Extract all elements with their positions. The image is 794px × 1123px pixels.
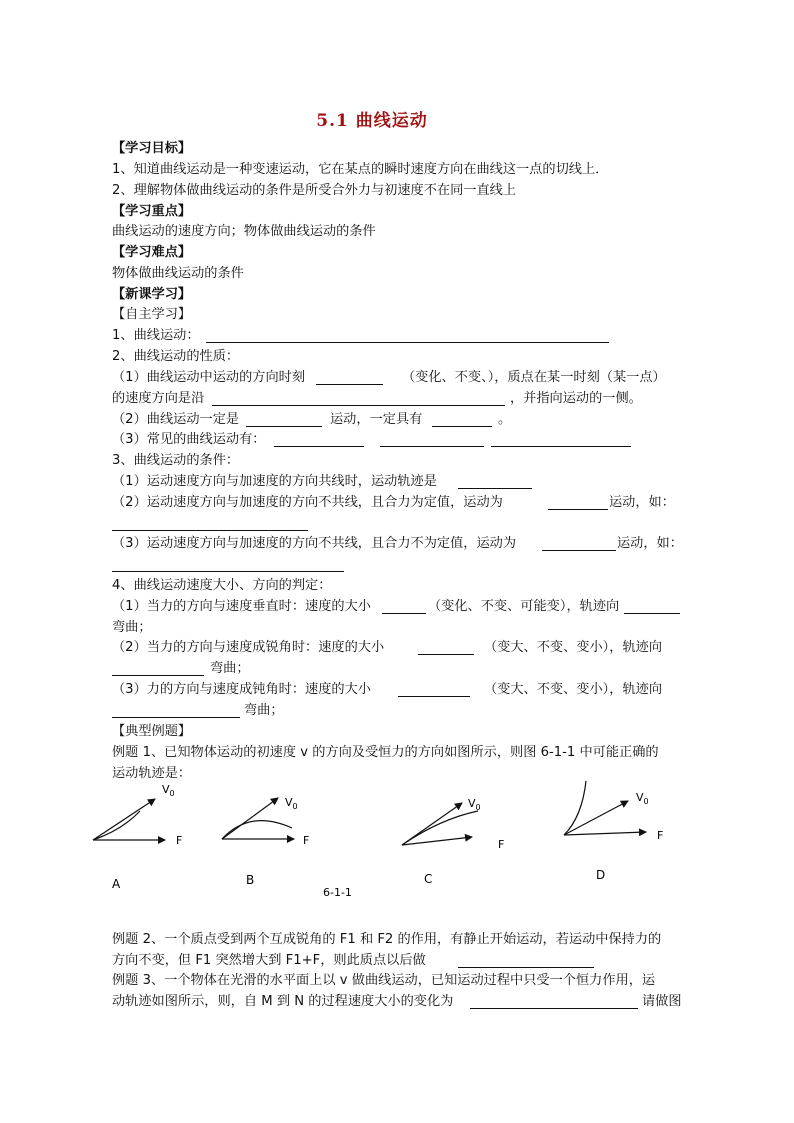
option-c-diagram	[402, 797, 504, 886]
blank-q1	[206, 342, 609, 343]
v-label-b: $V_0$	[285, 796, 298, 811]
q2-1-line: （1）曲线运动中运动的方向时刻	[112, 370, 306, 385]
q3-2-line: （2）运动速度方向与加速度的方向不共线，且合力为定值，运动为	[112, 495, 503, 510]
q1-curve-motion: 1、曲线运动：	[112, 328, 200, 343]
q3-heading: 3、曲线运动的条件：	[112, 453, 240, 468]
objective-2: 2、理解物体做曲线运动的条件是所受合外力与初速度不在同一直线上	[112, 183, 517, 198]
blank-q4-3a	[398, 696, 470, 697]
objective-1: 1、知道曲线运动是一种变速运动，它在某点的瞬时速度方向在曲线这一点的切线上．	[112, 162, 609, 177]
v-label-d: $V_0$	[636, 791, 649, 806]
difficulties-text: 物体做曲线运动的条件	[112, 266, 244, 281]
key-points-text: 曲线运动的速度方向；物体做曲线运动的条件	[112, 224, 376, 239]
option-label-a: A	[112, 877, 121, 891]
option-label-c: C	[424, 872, 433, 886]
blank-q4-1a	[382, 613, 426, 614]
velocity-arrow-a	[93, 799, 155, 840]
trajectory-d	[564, 781, 586, 835]
q4-heading: 4、曲线运动速度大小、方向的判定：	[112, 578, 332, 593]
blank-q4-1b	[624, 613, 680, 614]
option-a-diagram	[93, 783, 182, 891]
v-label-c: $V_0$	[468, 797, 481, 812]
q4-3-end: 弯曲；	[244, 703, 284, 718]
q2-2-end: 。	[498, 412, 512, 427]
blank-q3-3b	[112, 571, 344, 572]
velocity-arrow-d	[564, 801, 628, 835]
blank-q2-1b	[212, 405, 505, 406]
trajectory-b	[222, 821, 292, 839]
example-3-line1: 例题 3、一个物体在光滑的水平面上以 v 做曲线运动，已知运动过程中只受一个恒力作用，运	[112, 973, 656, 988]
blank-q3-1	[458, 488, 532, 489]
example-2-line2: 方向不变，但 F1 突然增大到 F1+F，则此质点以后做	[112, 953, 426, 968]
blank-q4-3b	[112, 717, 240, 718]
blank-q2-2b	[432, 426, 492, 427]
figure-caption: 6-1-1	[323, 886, 352, 899]
section-heading-new-lesson: 【新课学习】	[112, 287, 192, 302]
blank-q2-3a	[274, 446, 364, 447]
section-heading-examples: 【典型例题】	[112, 724, 192, 739]
option-label-b: B	[246, 873, 255, 887]
q4-1-line: （1）当力的方向与速度垂直时：速度的大小	[112, 599, 371, 614]
f-label-c: F	[498, 838, 505, 851]
blank-q2-1a	[316, 384, 383, 385]
f-label-b: F	[303, 834, 310, 847]
q4-1-options: （变化、不变、可能变），轨迹向	[428, 599, 620, 614]
q4-3-options: （变大、不变、变小），轨迹向	[484, 682, 663, 697]
q4-2-line: （2）当力的方向与速度成锐角时：速度的大小	[112, 640, 385, 655]
velocity-arrow-b	[222, 798, 278, 839]
blank-q3-3a	[542, 550, 616, 551]
blank-example-3	[470, 1008, 638, 1009]
example-2-line1: 例题 2、一个质点受到两个互成锐角的 F1 和 F2 的作用，有静止开始运动，若运动中保持力的	[112, 932, 662, 947]
section-heading-difficulties: 【学习难点】	[112, 245, 192, 260]
blank-q4-2b	[112, 675, 204, 676]
option-b-diagram	[222, 796, 309, 887]
example-3-line2: 动轨迹如图所示，则，自 M 到 N 的过程速度大小的变化为	[112, 994, 454, 1009]
q3-3-end: 运动，如：	[617, 536, 683, 551]
v-label-a: $V_0$	[162, 783, 175, 798]
page-title: 5.1 曲线运动	[316, 111, 428, 131]
example-3-end: 请做图	[642, 994, 682, 1009]
blank-example-2	[458, 967, 594, 968]
option-d-diagram	[564, 781, 663, 882]
blank-q2-2a	[246, 426, 322, 427]
section-heading-self-study: 【自主学习】	[112, 307, 192, 322]
section-heading-key-points: 【学习重点】	[112, 204, 192, 219]
q3-3-line: （3）运动速度方向与加速度的方向不共线，且合力不为定值，运动为	[112, 536, 517, 551]
f-label-d: F	[657, 829, 664, 842]
trajectory-c	[402, 811, 478, 845]
q2-heading: 2、曲线运动的性质：	[112, 349, 240, 364]
example-1-line1: 例题 1、已知物体运动的初速度 v 的方向及受恒力的方向如图所示，则图 6-1-1 中可能正确的	[112, 745, 659, 760]
section-heading-objectives: 【学习目标】	[112, 141, 192, 156]
q4-1-end: 弯曲；	[112, 620, 152, 635]
blank-q4-2a	[418, 654, 474, 655]
blank-q2-3c	[491, 446, 631, 447]
option-label-d: D	[596, 868, 606, 882]
f-label-a: F	[176, 834, 183, 847]
q2-3-line: （3）常见的曲线运动有：	[112, 432, 266, 447]
blank-q2-3b	[380, 446, 484, 447]
q3-1-line: （1）运动速度方向与加速度的方向共线时，运动轨迹是	[112, 474, 437, 489]
blank-q3-2a	[548, 509, 608, 510]
q2-1-line2-end: ，并指向运动的一侧。	[510, 391, 642, 406]
blank-q3-2b	[112, 530, 308, 531]
example-1-line2: 运动轨迹是：	[112, 766, 192, 781]
q4-2-options: （变大、不变、变小），轨迹向	[484, 640, 663, 655]
q2-2-line: （2）曲线运动一定是	[112, 412, 240, 427]
figure-6-1-1	[0, 775, 794, 905]
q2-1-options: （变化、不变、），质点在某一时刻（某一点）	[402, 370, 666, 385]
q3-2-end: 运动，如：	[609, 495, 675, 510]
q4-3-line: （3）力的方向与速度成钝角时：速度的大小	[112, 682, 371, 697]
q4-2-end: 弯曲；	[210, 661, 250, 676]
force-arrow-d	[564, 832, 646, 835]
q2-1-line2: 的速度方向是沿	[112, 391, 205, 406]
q2-2-mid: 运动，一定具有	[330, 412, 423, 427]
